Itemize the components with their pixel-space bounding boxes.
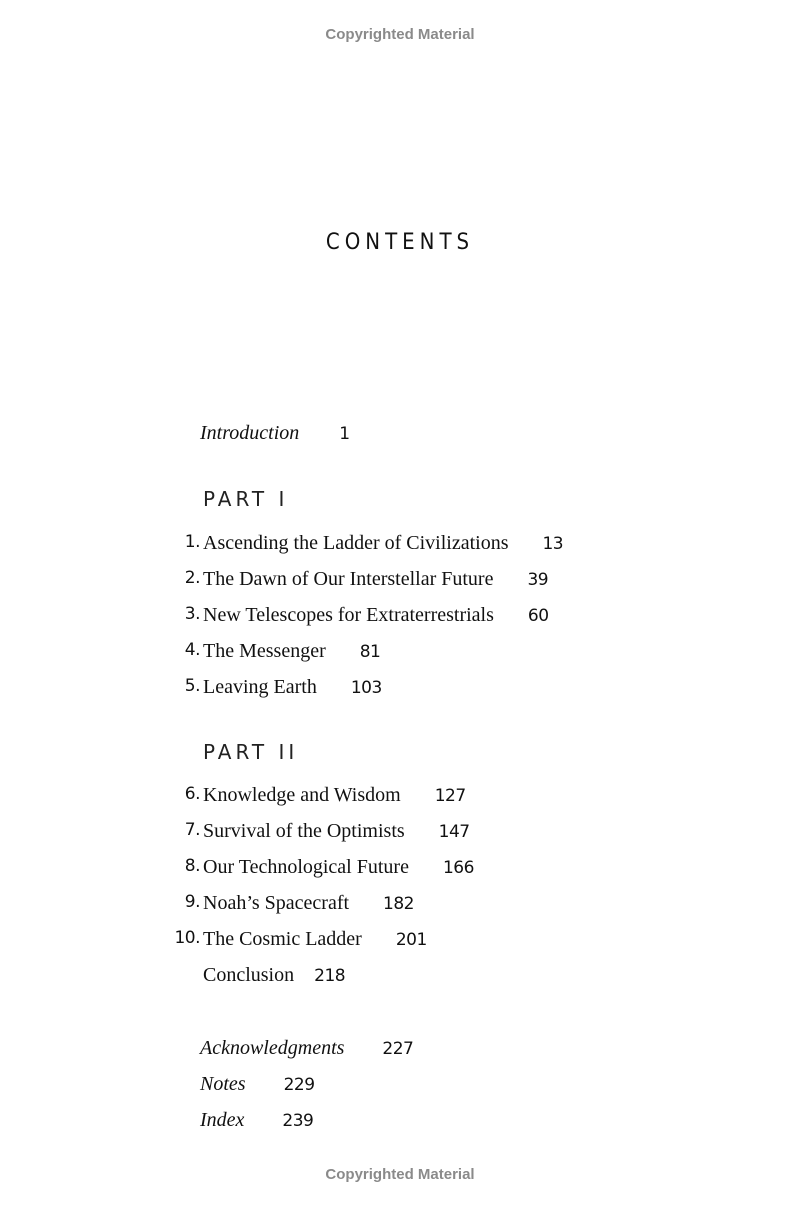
toc-entry-acknowledgments[interactable]	[200, 1037, 413, 1065]
toc-entry-title: Leaving Earth	[203, 676, 317, 698]
toc-entry-chapter-9[interactable]	[160, 892, 760, 920]
toc-page-number: 166	[442, 858, 474, 878]
chapter-number: 3.	[184, 604, 200, 624]
toc-entry-title: Notes	[200, 1073, 246, 1095]
toc-page-number: 218	[314, 966, 346, 986]
part-heading-1: PART I	[203, 487, 289, 511]
toc-entry-chapter-6[interactable]	[160, 784, 760, 812]
toc-entry-title: Conclusion	[203, 964, 295, 986]
toc-entry-title: The Messenger	[203, 640, 326, 662]
toc-entry-chapter-5[interactable]	[160, 676, 760, 704]
toc-entry-chapter-1[interactable]	[160, 532, 760, 560]
toc-entry-chapter-10[interactable]	[160, 928, 760, 956]
toc-page-number: 60	[527, 606, 549, 626]
toc-page-number: 39	[527, 570, 549, 590]
toc-page-number: 127	[434, 786, 466, 806]
chapter-number: 6.	[184, 784, 200, 804]
chapter-number: 5.	[184, 676, 200, 696]
toc-entry-introduction[interactable]	[200, 422, 350, 450]
toc-page-number: 239	[282, 1111, 314, 1131]
toc-entry-chapter-3[interactable]	[160, 604, 760, 632]
toc-entry-chapter-8[interactable]	[160, 856, 760, 884]
chapter-number: 8.	[184, 856, 200, 876]
toc-entry-chapter-4[interactable]	[160, 640, 760, 668]
chapter-number: 1.	[184, 532, 200, 552]
toc-page-number: 1	[339, 424, 350, 444]
toc-entry-title: Ascending the Ladder of Civilizations	[203, 532, 509, 554]
toc-entry-chapter-7[interactable]	[160, 820, 760, 848]
toc-entry-title: Index	[200, 1109, 245, 1131]
toc-page-number: 81	[359, 642, 381, 662]
chapter-number: 10.	[174, 928, 200, 948]
toc-page-number: 229	[283, 1075, 315, 1095]
toc-page-number: 103	[350, 678, 382, 698]
toc-entry-title: New Telescopes for Extraterrestrials	[203, 604, 494, 626]
toc-page-number: 201	[395, 930, 427, 950]
toc-entry-title: Acknowledgments	[200, 1037, 345, 1059]
page-title: CONTENTS	[325, 230, 475, 255]
toc-page-number: 182	[383, 894, 414, 914]
toc-entry-chapter-2[interactable]	[160, 568, 760, 596]
toc-page-number: 13	[542, 534, 564, 554]
toc-entry-title: Noah’s Spacecraft	[203, 892, 350, 914]
part-heading-2: PART II	[203, 740, 299, 764]
toc-entry-index[interactable]	[200, 1109, 313, 1137]
toc-page-number: 147	[438, 822, 470, 842]
chapter-number: 2.	[184, 568, 200, 588]
chapter-number: 4.	[184, 640, 200, 660]
copyright-watermark-bottom: Copyrighted Material	[325, 1166, 475, 1183]
toc-entry-notes[interactable]	[200, 1073, 315, 1101]
toc-page-number: 227	[382, 1039, 414, 1059]
toc-entry-conclusion[interactable]	[203, 964, 345, 992]
toc-entry-title: The Cosmic Ladder	[203, 928, 362, 950]
toc-entry-title: Introduction	[200, 422, 300, 444]
copyright-watermark-top: Copyrighted Material	[325, 26, 475, 43]
chapter-number: 9.	[184, 892, 200, 912]
toc-entry-title: Knowledge and Wisdom	[203, 784, 401, 806]
toc-entry-title: The Dawn of Our Interstellar Future	[203, 568, 494, 590]
toc-entry-title: Our Technological Future	[203, 856, 409, 878]
chapter-number: 7.	[184, 820, 200, 840]
toc-entry-title: Survival of the Optimists	[203, 820, 405, 842]
